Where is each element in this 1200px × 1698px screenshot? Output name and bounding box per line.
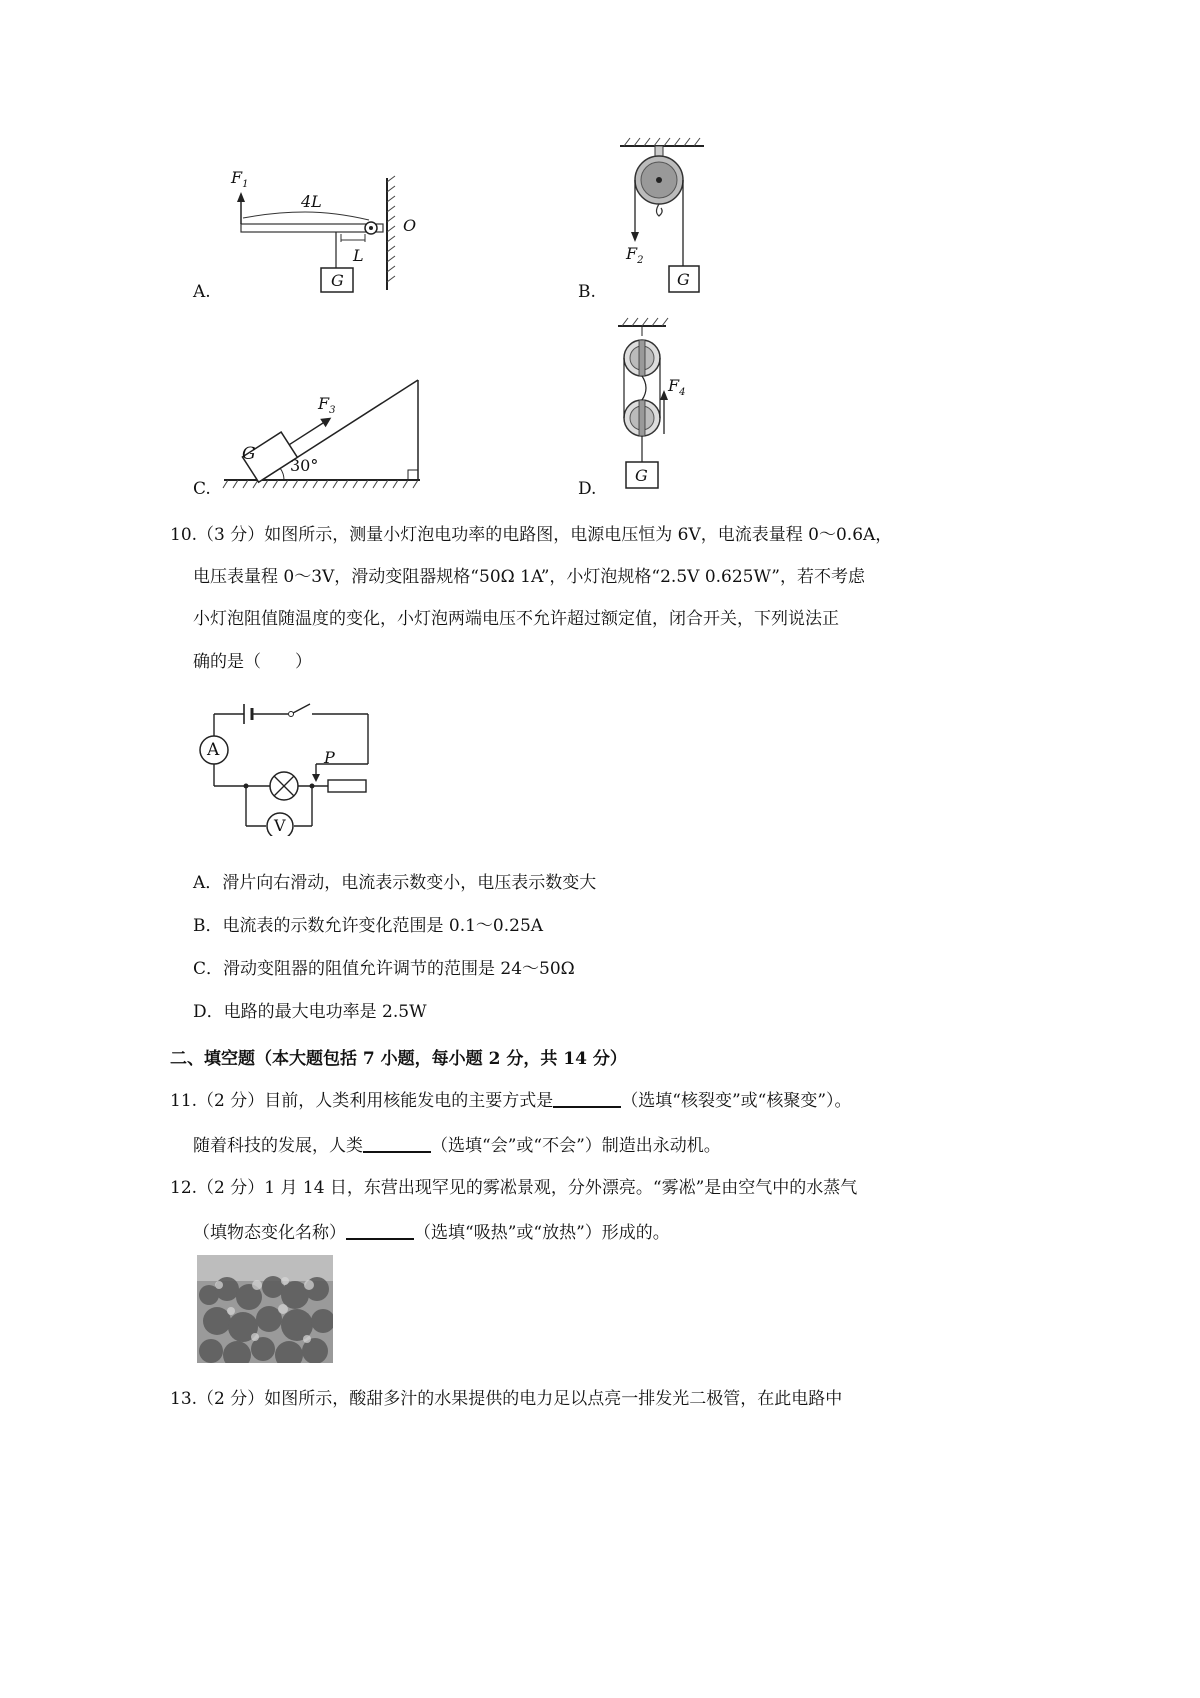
length-4l-label: 4L: [301, 192, 322, 211]
force-f4-label: $F_4$: [668, 376, 686, 399]
force-f1-label: $F_1$: [231, 168, 249, 191]
q10-option-c: C．滑动变阻器的阻值允许调节的范围是 24～50Ω: [193, 959, 575, 979]
figure-b: [612, 132, 712, 297]
q11-line-2: 随着科技的发展，人类 （选填“会”或“不会”）制造出永动机。: [193, 1133, 721, 1157]
rime-photo-texture: [197, 1255, 333, 1363]
circuit-svg: [192, 696, 382, 836]
voltmeter-label: V: [274, 816, 286, 835]
option-b-label: B.: [578, 282, 596, 302]
option-d-label: D.: [578, 479, 597, 499]
pulley-block-diagram: [612, 314, 702, 496]
ammeter-label: A: [207, 740, 220, 760]
figure-d: [612, 314, 702, 496]
q10-line-2: 电压表量程 0～3V，滑动变阻器规格“50Ω 1A”，小灯泡规格“2.5V 0.625W”，若不考虑: [193, 567, 865, 587]
weight-g-label-c: G: [242, 444, 256, 464]
q11-line-1: 11.（2 分）目前，人类利用核能发电的主要方式是 （选填“核裂变”或“核聚变”）。: [170, 1088, 852, 1112]
incline-diagram: [222, 372, 428, 490]
weight-g-label-b: G: [677, 270, 690, 289]
weight-g-label-d: G: [635, 466, 648, 485]
option-a-label: A.: [193, 282, 211, 302]
q10-line-3: 小灯泡阻值随温度的变化，小灯泡两端电压不允许超过额定值，闭合开关，下列说法正: [193, 609, 839, 629]
q10-line-4: 确的是（ ）: [193, 652, 312, 672]
q11-blank-1[interactable]: [553, 1088, 621, 1108]
q10-option-b: B．电流表的示数允许变化范围是 0.1～0.25A: [193, 916, 544, 936]
angle-label: 30°: [290, 456, 319, 475]
q10-option-a: A．滑片向右滑动，电流表示数变小，电压表示数变大: [193, 873, 597, 893]
pivot-o-label: O: [403, 216, 417, 235]
circuit-diagram: [192, 696, 382, 836]
q12-line-2: （填物态变化名称） （选填“吸热”或“放热”）形成的。: [193, 1220, 670, 1244]
q11-blank-2[interactable]: [363, 1133, 431, 1153]
q10-option-d: D．电路的最大电功率是 2.5W: [193, 1002, 427, 1022]
slider-p-label: P: [324, 748, 335, 767]
force-f3-label: $F_3$: [318, 394, 336, 417]
q13-line-1: 13.（2 分）如图所示，酸甜多汁的水果提供的电力足以点亮一排发光二极管，在此电路中: [170, 1389, 843, 1409]
figure-a: [225, 162, 435, 297]
q10-line-1: 10.（3 分）如图所示，测量小灯泡电功率的电路图，电源电压恒为 6V，电流表量程 0～0.6A，: [170, 525, 893, 545]
q12-line-1: 12.（2 分）1 月 14 日，东营出现罕见的雾凇景观，分外漂亮。“雾凇”是由空气中的水蒸气: [170, 1178, 858, 1198]
figure-c: [222, 372, 428, 490]
option-c-label: C.: [193, 479, 211, 499]
force-f2-label: $F_2$: [626, 244, 644, 267]
pulley-diagram: [612, 132, 712, 297]
length-l-label: L: [353, 246, 364, 265]
q12-blank[interactable]: [346, 1220, 414, 1240]
section-title: 二、填空题（本大题包括 7 小题，每小题 2 分，共 14 分）: [170, 1049, 627, 1069]
rime-photo: [197, 1255, 333, 1363]
weight-g-label: G: [331, 271, 344, 290]
